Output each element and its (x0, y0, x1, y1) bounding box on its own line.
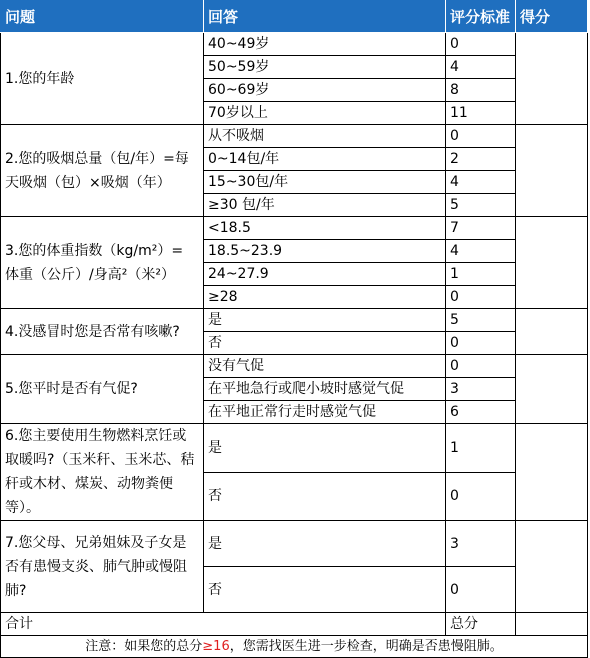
answer-cell: 没有气促 (204, 355, 446, 378)
question-2: 2.您的吸烟总量（包/年）=每天吸烟（包）×吸烟（年） (1, 125, 204, 217)
answer-cell: ≥30 包/年 (204, 194, 446, 217)
total-row (1, 613, 588, 636)
question-3: 3.您的体重指数（kg/m²）= 体重（公斤）/身高²（米²） (1, 217, 204, 309)
points-cell: 7 (446, 217, 516, 240)
answer-cell: ≥28 (204, 286, 446, 309)
answer-cell: 40~49岁 (204, 33, 446, 56)
answer-cell: 0~14包/年 (204, 148, 446, 171)
header-question: 问题 (1, 1, 204, 33)
note-text (1, 636, 588, 658)
answer-cell: 是 (204, 424, 446, 473)
points-cell: 0 (446, 286, 516, 309)
points-cell: 6 (446, 401, 516, 424)
total-label: 合计 (1, 613, 446, 636)
points-cell: 1 (446, 424, 516, 473)
answer-cell: <18.5 (204, 217, 446, 240)
points-cell: 0 (446, 332, 516, 355)
score-input-cell[interactable] (516, 355, 588, 424)
score-input-cell[interactable] (516, 521, 588, 613)
score-input-cell[interactable] (516, 309, 588, 355)
points-cell: 0 (446, 567, 516, 613)
header-score: 得分 (516, 1, 588, 33)
question-1: 1.您的年龄 (1, 33, 204, 125)
answer-cell: 18.5~23.9 (204, 240, 446, 263)
points-cell: 0 (446, 125, 516, 148)
total-score-label: 总分 (446, 613, 516, 636)
note-row (1, 636, 588, 658)
table-row (1, 355, 588, 378)
points-cell: 0 (446, 472, 516, 521)
score-input-cell[interactable] (516, 217, 588, 309)
table-row (1, 33, 588, 56)
question-4: 4.没感冒时您是否常有咳嗽? (1, 309, 204, 355)
points-cell: 8 (446, 79, 516, 102)
header-standard: 评分标准 (446, 1, 516, 33)
answer-cell: 否 (204, 332, 446, 355)
question-7: 7.您父母、兄弟姐妹及子女是否有患慢支炎、肺气肿或慢阻肺? (1, 521, 204, 613)
table-row (1, 217, 588, 240)
answer-cell: 否 (204, 472, 446, 521)
question-6: 6.您主要使用生物燃料烹饪或取暖吗?（玉米秆、玉米芯、秸秆或木材、煤炭、动物粪便等）。 (1, 424, 204, 521)
points-cell: 0 (446, 355, 516, 378)
table-row (1, 424, 588, 473)
points-cell: 3 (446, 521, 516, 567)
note-before: 注意：如果您的总分 (85, 638, 203, 654)
score-input-cell[interactable] (516, 424, 588, 521)
answer-cell: 在平地急行或爬小坡时感觉气促 (204, 378, 446, 401)
answer-cell: 否 (204, 567, 446, 613)
score-input-cell[interactable] (516, 33, 588, 125)
table-row (1, 521, 588, 567)
total-score-input[interactable] (516, 613, 588, 636)
answer-cell: 15~30包/年 (204, 171, 446, 194)
points-cell: 4 (446, 171, 516, 194)
answer-cell: 从不吸烟 (204, 125, 446, 148)
answer-cell: 是 (204, 521, 446, 567)
points-cell: 4 (446, 56, 516, 79)
question-5: 5.您平时是否有气促? (1, 355, 204, 424)
answer-cell: 是 (204, 309, 446, 332)
points-cell: 3 (446, 378, 516, 401)
header-row (1, 1, 588, 33)
score-input-cell[interactable] (516, 125, 588, 217)
points-cell: 11 (446, 102, 516, 125)
answer-cell: 60~69岁 (204, 79, 446, 102)
note-threshold: ≥16 (202, 638, 230, 654)
table-row (1, 125, 588, 148)
points-cell: 5 (446, 194, 516, 217)
points-cell: 5 (446, 309, 516, 332)
answer-cell: 70岁以上 (204, 102, 446, 125)
header-answer: 回答 (204, 1, 446, 33)
table-row (1, 309, 588, 332)
note-after: ，您需找医生进一步检查，明确是否患慢阻肺。 (229, 638, 503, 654)
points-cell: 4 (446, 240, 516, 263)
answer-cell: 在平地正常行走时感觉气促 (204, 401, 446, 424)
answer-cell: 24~27.9 (204, 263, 446, 286)
points-cell: 1 (446, 263, 516, 286)
points-cell: 0 (446, 33, 516, 56)
answer-cell: 50~59岁 (204, 56, 446, 79)
points-cell: 2 (446, 148, 516, 171)
